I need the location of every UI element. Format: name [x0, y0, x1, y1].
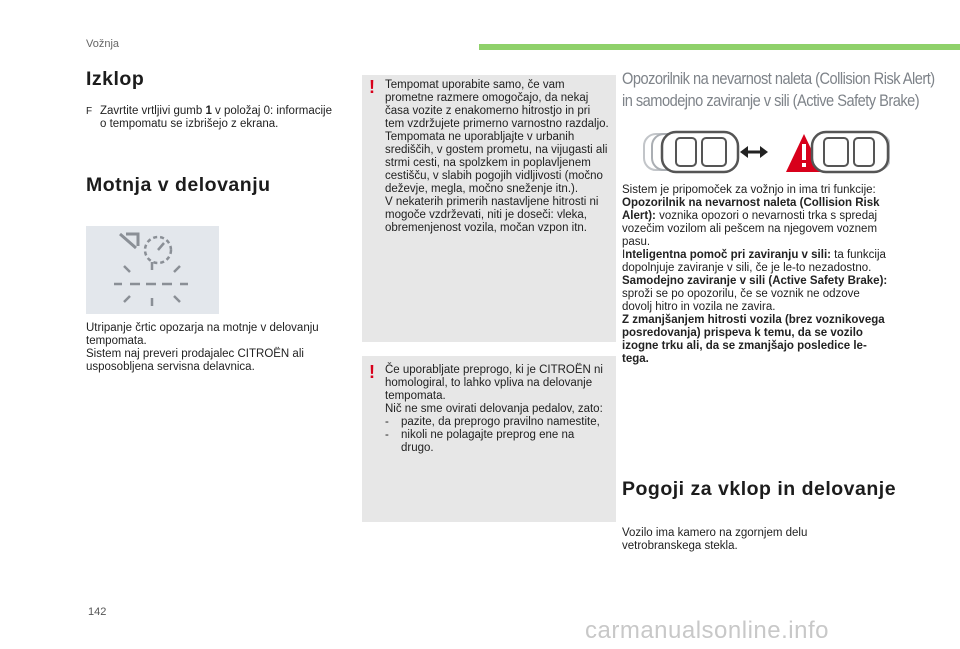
- collision-alert-illustration: [640, 128, 890, 176]
- motnja-text: [86, 322, 340, 374]
- alert-function-2-title: nteligentna pomoč pri zaviranju v sili:: [625, 249, 831, 261]
- list-item-text: pazite, da preprogo pravilno namestite,: [401, 416, 600, 428]
- alert-function-1-title: Opozorilnik na nevarnost naleta (Collision Risk Alert):: [622, 197, 880, 222]
- alert-intro: Sistem je pripomoček za vožnjo in ima tri funkcije:: [622, 184, 876, 196]
- alert-function-2-text: ta funkcija dopolnjuje zaviranje v sili, če je le-to nezadostno.: [622, 249, 886, 274]
- alert-title: [622, 68, 935, 112]
- warning-content: [385, 79, 610, 235]
- list-item: [385, 416, 610, 429]
- page-number: 142: [88, 606, 107, 618]
- bullet-marker: F: [86, 106, 93, 117]
- izklop-bullet-bold: 1: [205, 105, 212, 117]
- warning-icon: !: [369, 362, 375, 382]
- alert-function-4: [622, 314, 892, 366]
- motnja-section: [86, 174, 340, 197]
- list-item-text: nikoli ne polagajte preprog ene na drugo.: [401, 429, 575, 454]
- warning-box: [362, 356, 616, 522]
- izklop-bullet: [86, 105, 340, 131]
- motnja-paragraph: Utripanje črtic opozarja na motnje v delovanju tempomata.: [86, 322, 319, 347]
- warning-paragraph: Tempomat uporabite samo, če vam prometne razmere omogočajo, da nekaj časa vozite z enakomerno hitrostjo in pri tem vzdržujete primerno varnostno razdaljo.: [385, 79, 609, 130]
- alert-function-4-text: Z zmanjšanjem hitrosti vozila (brez voznikovega posredovanja) prispeva k temu, da se vozilo izogne trku ali, da se zmanjšajo posledice le-tega.: [622, 314, 885, 365]
- izklop-title: Izklop: [86, 68, 145, 90]
- warning-icon: !: [369, 77, 375, 97]
- warning-content: [385, 364, 610, 455]
- list-dash: -: [385, 429, 389, 441]
- izklop-section: [86, 68, 340, 131]
- warning-paragraph: Nič ne sme ovirati delovanja pedalov, zato:: [385, 403, 603, 415]
- list-dash: -: [385, 416, 389, 428]
- alert-title-line: Opozorilnik na nevarnost naleta (Collision Risk Alert): [622, 69, 935, 88]
- motnja-title: Motnja v delovanju: [86, 174, 271, 196]
- alert-function-2-initial: I: [622, 249, 626, 261]
- section-header: Vožnja: [86, 38, 120, 50]
- warning-paragraph: V nekaterih primerih nastavljene hitrosti ni mogoče vzdrževati, niti je doseči: vleka, obremenjenost vozila, močan vzpon itn.: [385, 196, 599, 234]
- watermark: carmanualsonline.info: [585, 617, 829, 644]
- izklop-bullet-pre: Zavrtite vrtljivi gumb: [100, 105, 206, 117]
- motnja-paragraph: Sistem naj preveri prodajalec CITROËN ali usposobljena servisna delavnica.: [86, 348, 304, 373]
- alert-function-3: [622, 275, 892, 314]
- alert-title-line: in samodejno zaviranje v sili (Active Safety Brake): [622, 91, 920, 110]
- alert-function-1: [622, 197, 892, 249]
- alert-function-3-title: Samodejno zaviranje v sili (Active Safety Brake):: [622, 275, 888, 287]
- alert-text: [622, 184, 892, 366]
- warning-paragraph: Tempomata ne uporabljajte v urbanih središčih, v gostem prometu, na vijugasti ali strmi cesti, na spolzkem in poplavljenem cestišču, v slabih pogojih vidljivosti (močno deževje, megla, močno sneženje itn.).: [385, 131, 608, 195]
- list-item: [385, 429, 610, 455]
- alert-function-3-text: sproži se po opozorilu, če se voznik ne odzove dovolj hitro in vozila ne zavira.: [622, 288, 860, 313]
- pogoji-title: Pogoji za vklop in delovanje: [622, 478, 897, 500]
- izklop-bullet-text: [100, 105, 340, 131]
- pogoji-paragraph: Vozilo ima kamero na zgornjem delu vetrobranskega stekla.: [622, 527, 808, 552]
- section-header-bar: [479, 44, 960, 50]
- cruise-control-fault-icon: [86, 226, 219, 314]
- izklop-bullet-post: v položaj 0: informacije o tempomatu se izbrišejo z ekrana.: [100, 105, 333, 130]
- warning-box: [362, 75, 616, 342]
- alert-function-1-text: voznika opozori o nevarnosti trka s spredaj vozečim vozilom ali pešcem na njegovem voznem pasu.: [622, 210, 878, 248]
- pogoji-section: [622, 478, 902, 501]
- pogoji-text: [622, 527, 862, 553]
- alert-function-2: [622, 249, 892, 275]
- warning-paragraph: Če uporabljate preprogo, ki je CITROËN ni homologiral, to lahko vpliva na delovanje tempomata.: [385, 364, 603, 402]
